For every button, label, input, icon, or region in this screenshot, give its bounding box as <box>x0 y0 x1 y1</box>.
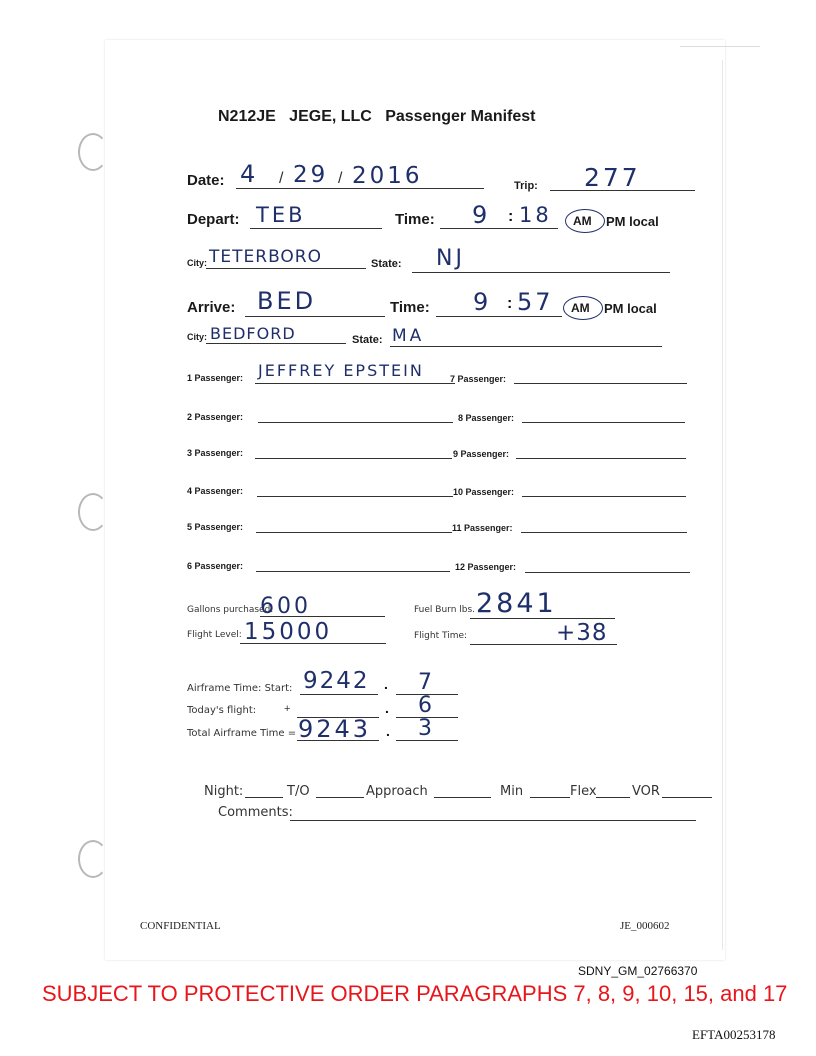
date-year: 2016 <box>352 163 423 189</box>
gallons-value: 600 <box>260 594 311 619</box>
gallons-label: Gallons purchased: <box>187 605 274 615</box>
passenger-9-label: 9 Passenger: <box>453 449 510 459</box>
depart-city: TETERBORO <box>209 247 323 267</box>
airframe-start-line <box>300 694 378 695</box>
passenger-1-label: 1 Passenger: <box>187 373 244 383</box>
depart-state-label: State: <box>371 258 402 270</box>
arrive-label: Arrive: <box>187 299 236 316</box>
binder-hole-top <box>78 133 108 171</box>
arrive-line <box>245 316 385 317</box>
passenger-2-label: 2 Passenger: <box>187 412 244 422</box>
passenger-6-label: 6 Passenger: <box>187 561 244 571</box>
sdny-stamp: SDNY_GM_02766370 <box>578 964 698 978</box>
depart-time-line <box>440 228 558 229</box>
passenger-9-line <box>516 458 686 459</box>
passenger-7-line <box>514 383 687 384</box>
todays-flight-dec: 6 <box>418 693 435 718</box>
depart-city-line <box>206 268 366 269</box>
night-label: Night: <box>204 784 244 799</box>
depart-city-label: City: <box>187 258 207 268</box>
flight-level-label: Flight Level: <box>187 630 242 640</box>
passenger-5-line <box>256 532 452 533</box>
depart-hour: 9 <box>472 201 491 229</box>
passenger-8-label: 8 Passenger: <box>458 413 515 423</box>
binder-hole-middle <box>78 493 108 531</box>
comments-line <box>290 820 696 821</box>
arrive-state: MA <box>392 326 425 346</box>
flex-label: Flex <box>570 784 597 799</box>
arrive-hour: 9 <box>473 288 492 316</box>
passenger-10-line <box>522 496 686 497</box>
passenger-6-line <box>256 571 450 572</box>
passenger-1-line <box>255 383 455 384</box>
total-airframe-int: 9243 <box>298 715 372 743</box>
arrive-city-line <box>206 343 346 344</box>
company-name: JEGE, LLC <box>289 108 372 125</box>
fuel-burn-label: Fuel Burn lbs. <box>414 605 476 615</box>
depart-label: Depart: <box>187 211 240 228</box>
airframe-start-dot: . <box>384 676 388 692</box>
depart-minute: 18 <box>519 203 552 227</box>
min-label: Min <box>500 784 524 799</box>
arrive-airport: BED <box>257 287 317 315</box>
passenger-3-line <box>255 458 452 459</box>
arrive-state-line <box>390 346 662 347</box>
page-edge-top <box>680 46 760 47</box>
flight-time-label: Flight Time: <box>414 631 468 641</box>
efta-number: EFTA00253178 <box>692 1027 776 1042</box>
trip-label: Trip: <box>514 180 538 192</box>
arrive-minute: 57 <box>517 288 554 316</box>
approach-line <box>434 797 491 798</box>
passenger-12-line <box>525 572 690 573</box>
passenger-1-name: JEFFREY EPSTEIN <box>258 361 424 380</box>
todays-flight-plus: + <box>284 703 291 715</box>
document-title: Passenger Manifest <box>385 108 536 125</box>
min-line <box>530 797 570 798</box>
depart-state: NJ <box>436 246 465 271</box>
takeoff-line <box>316 797 364 798</box>
depart-time-label: Time: <box>395 211 435 228</box>
protective-order-notice: SUBJECT TO PROTECTIVE ORDER PARAGRAPHS 7, 8, 9, 10, 15, and 17 <box>42 981 788 1006</box>
arrive-colon: : <box>507 295 513 312</box>
airframe-start-dec: 7 <box>418 670 435 695</box>
takeoff-label: T/O <box>287 784 310 799</box>
arrive-state-label: State: <box>352 334 383 346</box>
total-airframe-label: Total Airframe Time = <box>187 728 297 739</box>
total-airframe-dec: 3 <box>418 716 435 741</box>
passenger-5-label: 5 Passenger: <box>187 522 244 532</box>
arrive-time-line <box>436 316 562 317</box>
flight-level-value: 15000 <box>244 619 333 645</box>
passenger-3-label: 3 Passenger: <box>187 448 244 458</box>
total-airframe-dot: . <box>386 723 390 739</box>
passenger-11-label: 11 Passenger: <box>452 523 513 533</box>
passenger-4-line <box>257 496 453 497</box>
passenger-7-label: 7 Passenger: <box>450 374 507 384</box>
depart-colon: : <box>508 208 514 225</box>
date-month: 4 <box>240 160 259 188</box>
fuel-burn-value: 2841 <box>476 588 557 619</box>
arrive-pm-local: PM local <box>604 301 657 316</box>
trip-number: 277 <box>584 163 641 192</box>
depart-line <box>250 228 382 229</box>
vor-label: VOR <box>632 784 660 799</box>
passenger-11-line <box>521 532 687 533</box>
arrive-city: BEDFORD <box>210 324 296 343</box>
todays-flight-label: Today's flight: <box>187 705 257 716</box>
passenger-10-label: 10 Passenger: <box>453 487 515 497</box>
binder-hole-bottom <box>78 840 108 878</box>
comments-label: Comments: <box>218 805 293 820</box>
passenger-4-label: 4 Passenger: <box>187 486 244 496</box>
arrive-time-label: Time: <box>390 299 430 316</box>
approach-label: Approach <box>366 784 428 799</box>
flight-time-value: +38 <box>556 620 608 646</box>
date-label: Date: <box>187 172 225 189</box>
flex-line <box>596 797 630 798</box>
depart-airport: TEB <box>256 203 306 227</box>
todays-flight-dot: . <box>385 700 389 716</box>
vor-line <box>662 797 712 798</box>
tail-number: N212JE <box>218 108 276 125</box>
arrive-city-label: City: <box>187 332 207 342</box>
date-day: 29 <box>293 162 329 188</box>
passenger-2-line <box>258 422 453 423</box>
depart-state-line <box>412 272 670 273</box>
depart-pm-local: PM local <box>606 214 659 229</box>
passenger-8-line <box>522 422 685 423</box>
airframe-start-int: 9242 <box>303 668 370 694</box>
night-line <box>245 797 283 798</box>
date-slash-2: / <box>338 170 343 187</box>
airframe-start-label: Airframe Time: Start: <box>187 683 293 694</box>
confidential-label: CONFIDENTIAL <box>140 920 221 932</box>
page-edge-right <box>722 60 723 950</box>
date-slash-1: / <box>279 170 284 187</box>
depart-am: AM <box>573 214 592 228</box>
passenger-12-label: 12 Passenger: <box>455 562 517 572</box>
manifest-header <box>218 108 535 126</box>
bates-number: JE_000602 <box>620 920 670 932</box>
arrive-am: AM <box>571 301 590 315</box>
